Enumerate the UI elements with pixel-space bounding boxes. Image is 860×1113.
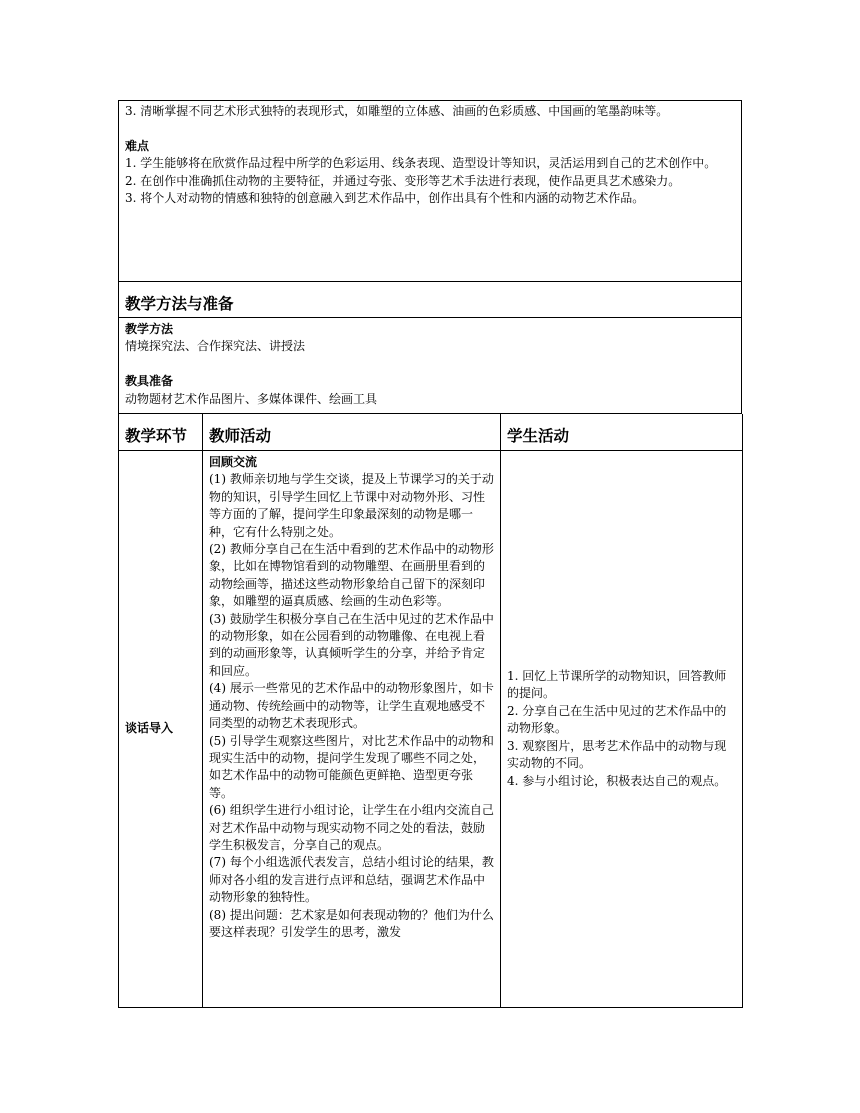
header-stage: 教学环节 [119,414,203,451]
teacher-item-2: (2) 教师分享自己在生活中看到的艺术作品中的动物形象，比如在博物馆看到的动物雕塑、在画册里看到的动物绘画等，描述这些动物形象给自己留下的深刻印象，如雕塑的逼真质感、绘画的生动色彩等。 [209,542,494,609]
stage-cell [119,451,203,1008]
teacher-item-3: (3) 鼓励学生积极分享自己在生活中见过的艺术作品中的动物形象，如在公园看到的动物雕像、在电视上看到的动画形象等，认真倾听学生的分享，并给予肯定和回应。 [209,611,494,678]
difficulty-title: 难点 [125,138,150,153]
teacher-activity-title: 回顾交流 [209,455,258,469]
difficulty-item-3: 3. 将个人对动物的情感和独特的创意融入到艺术作品中，创作出具有个性和内涵的动物艺术作品。 [125,191,645,206]
methods-section [118,318,742,414]
header-teacher: 教师活动 [203,414,501,451]
teacher-activity-cell [203,451,501,1008]
key-point-item-3: 3. 清晰掌握不同艺术形式独特的表现形式，如雕塑的立体感、油画的色彩质感、中国画的笔墨韵味等。 [125,104,669,118]
prep-text: 动物题材艺术作品图片、多媒体课件、绘画工具 [125,391,378,406]
table-header-row [119,414,743,451]
methods-heading: 教学方法与准备 [118,282,742,318]
teacher-item-6: (6) 组织学生进行小组讨论，让学生在小组内交流自己对艺术作品中动物与现实动物不同之处的看法，鼓励学生积极发言，分享自己的观点。 [209,803,494,852]
student-item-1: 1. 回忆上节课所学的动物知识，回答教师的提问。 [507,669,727,701]
teacher-item-1: (1) 教师亲切地与学生交谈，提及上节课学习的关于动物的知识，引导学生回忆上节课中对动物外形、习性等方面的了解，提问学生印象最深刻的动物是哪一种，它有什么特别之处。 [209,472,494,539]
teacher-item-4: (4) 展示一些常见的艺术作品中的动物形象图片，如卡通动物、传统绘画中的动物等，让学生直观地感受不同类型的动物艺术表现形式。 [209,681,494,731]
prep-title: 教具准备 [125,374,174,389]
student-activity-cell [501,451,743,1008]
teacher-item-5: (5) 引导学生观察这些图片，对比艺术作品中的动物和现实生活中的动物，提问学生发现了哪些不同之处，如艺术作品中的动物可能颜色更鲜艳、造型更夸张等。 [209,733,494,800]
student-item-3: 3. 观察图片，思考艺术作品中的动物与现实动物的不同。 [507,738,727,771]
method-title: 教学方法 [125,322,174,336]
method-text: 情境探究法、合作探究法、讲授法 [125,339,306,354]
lesson-plan-page [118,100,742,1008]
teacher-item-7: (7) 每个小组选派代表发言，总结小组讨论的结果，教师对各小组的发言进行点评和总结，强调艺术作品中动物形象的独特性。 [209,855,494,905]
student-item-4: 4. 参与小组讨论，积极表达自己的观点。 [507,773,727,788]
difficulty-item-2: 2. 在创作中准确抓住动物的主要特征，并通过夸张、变形等艺术手法进行表现，使作品更具艺术感染力。 [125,173,681,188]
table-row [119,451,743,1008]
difficulty-section [118,100,742,282]
activity-table [118,414,743,1008]
stage-label: 谈话导入 [125,721,174,736]
student-item-2: 2. 分享自己在生活中见过的艺术作品中的动物形象。 [507,703,727,736]
header-student: 学生活动 [501,414,743,451]
teacher-item-8: (8) 提出问题：艺术家是如何表现动物的？他们为什么要这样表现？引发学生的思考，激发 [209,907,494,939]
difficulty-item-1: 1. 学生能够将在欣赏作品过程中所学的色彩运用、线条表现、造型设计等知识，灵活运用到自己的艺术创作中。 [125,156,717,171]
